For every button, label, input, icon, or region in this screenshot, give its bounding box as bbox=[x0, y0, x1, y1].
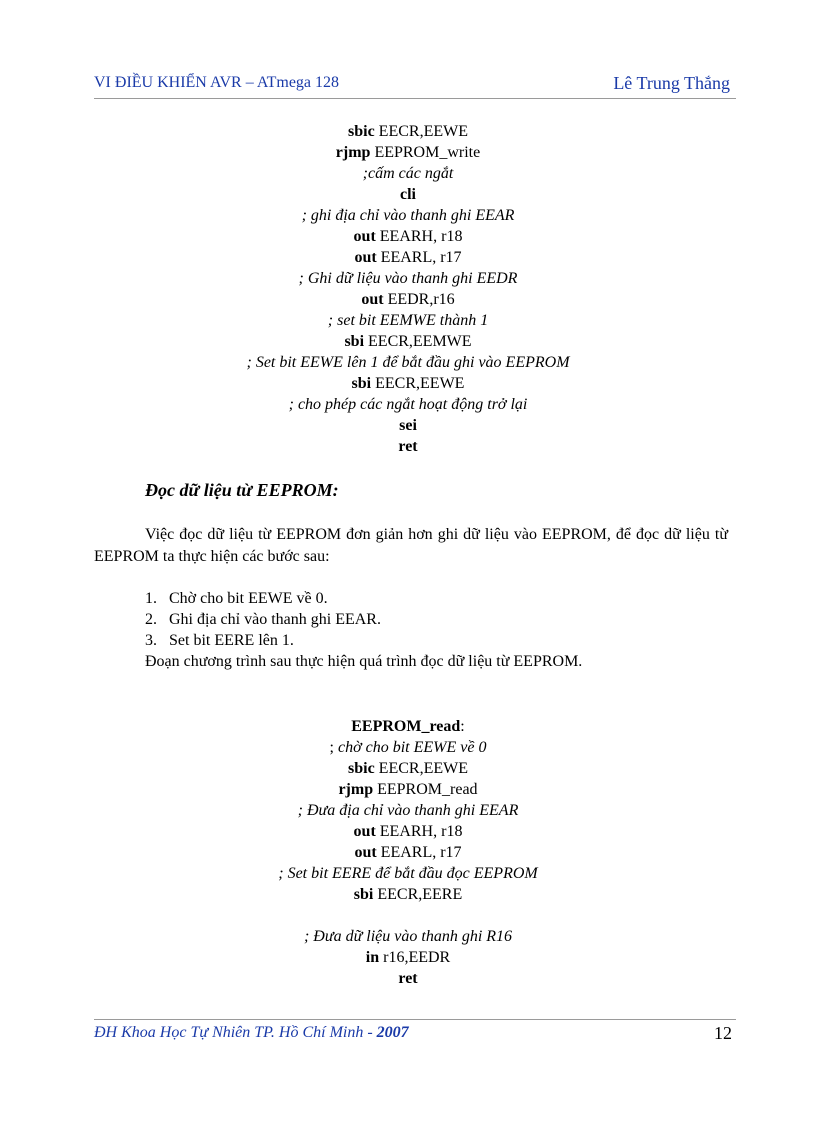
code-line bbox=[0, 205, 816, 226]
header-author: Lê Trung Thắng bbox=[613, 73, 730, 93]
list-item bbox=[145, 588, 582, 609]
code-operand: EEPROM_read bbox=[373, 781, 478, 798]
step-text: Set bit EERE lên 1. bbox=[169, 632, 294, 649]
footer-institution-text: ĐH Khoa Học Tự Nhiên TP. Hồ Chí Minh - bbox=[94, 1024, 377, 1041]
code-comment: ; Đưa dữ liệu vào thanh ghi R16 bbox=[303, 928, 513, 945]
code-keyword: sbi bbox=[351, 375, 372, 392]
code-block-eeprom-write bbox=[0, 121, 816, 457]
code-comment: ; set bit EEMWE thành 1 bbox=[327, 312, 489, 329]
step-number: 1. bbox=[145, 590, 157, 607]
code-keyword: sbi bbox=[344, 333, 365, 350]
code-operand: EEARL, r17 bbox=[376, 844, 462, 861]
code-keyword: ret bbox=[398, 438, 418, 455]
code-operand: EECR,EEMWE bbox=[364, 333, 472, 350]
code-keyword: out bbox=[353, 823, 376, 840]
code-line bbox=[0, 905, 816, 926]
code-line bbox=[0, 779, 816, 800]
closing-text: Đoạn chương trình sau thực hiện quá trình đọc dữ liệu từ EEPROM. bbox=[145, 653, 583, 670]
steps-list bbox=[145, 588, 582, 672]
code-line bbox=[0, 926, 816, 947]
code-operand: EEARH, r18 bbox=[375, 823, 463, 840]
code-line bbox=[0, 184, 816, 205]
code-comment: ;cấm các ngắt bbox=[362, 165, 454, 182]
code-line bbox=[0, 310, 816, 331]
footer-institution bbox=[94, 1024, 409, 1042]
code-line bbox=[0, 884, 816, 905]
footer-year: 2007 bbox=[376, 1024, 409, 1041]
code-keyword: sei bbox=[399, 417, 417, 434]
code-comment: ; cho phép các ngắt hoạt động trở lại bbox=[288, 396, 528, 413]
step-text: Chờ cho bit EEWE về 0. bbox=[169, 590, 328, 607]
code-comment: ; Ghi dữ liệu vào thanh ghi EEDR bbox=[298, 270, 518, 287]
code-keyword: sbic bbox=[348, 760, 375, 777]
code-line bbox=[0, 121, 816, 142]
code-line bbox=[0, 716, 816, 737]
code-line bbox=[0, 142, 816, 163]
code-keyword: sbi bbox=[353, 886, 374, 903]
code-keyword: rjmp bbox=[338, 781, 374, 798]
code-line bbox=[0, 163, 816, 184]
step-number: 2. bbox=[145, 611, 157, 628]
code-keyword: out bbox=[353, 228, 376, 245]
code-line bbox=[0, 821, 816, 842]
code-comment: ; Set bit EEWE lên 1 để bắt đầu ghi vào EEPROM bbox=[246, 354, 570, 371]
code-operand: ; bbox=[329, 739, 338, 756]
code-operand: EECR,EERE bbox=[373, 886, 463, 903]
code-line bbox=[0, 289, 816, 310]
page-number: 12 bbox=[714, 1023, 732, 1043]
code-line bbox=[0, 352, 816, 373]
code-keyword: out bbox=[354, 844, 377, 861]
code-line bbox=[0, 737, 816, 758]
code-operand: EEPROM_write bbox=[370, 144, 481, 161]
code-line bbox=[0, 968, 816, 989]
code-block-eeprom-read bbox=[0, 716, 816, 989]
section-paragraph: Việc đọc dữ liệu từ EEPROM đơn giản hơn ghi dữ liệu vào EEPROM, để đọc dữ liệu từ EEPROM ta thực hiện các bước sau: bbox=[94, 526, 728, 565]
code-operand: EECR,EEWE bbox=[371, 375, 465, 392]
code-line bbox=[0, 758, 816, 779]
code-keyword: sbic bbox=[348, 123, 375, 140]
header-title: VI ĐIỀU KHIỂN AVR – ATmega 128 bbox=[94, 74, 340, 91]
code-line bbox=[0, 373, 816, 394]
code-line bbox=[0, 331, 816, 352]
code-comment: ; Đưa địa chỉ vào thanh ghi EEAR bbox=[297, 802, 519, 819]
code-keyword: out bbox=[354, 249, 377, 266]
code-operand: EEARL, r17 bbox=[376, 249, 462, 266]
code-operand: EECR,EEWE bbox=[374, 123, 468, 140]
code-line bbox=[0, 394, 816, 415]
code-line bbox=[0, 436, 816, 457]
list-item bbox=[145, 630, 582, 651]
code-line bbox=[0, 863, 816, 884]
code-line bbox=[0, 247, 816, 268]
code-operand: r16,EEDR bbox=[379, 949, 451, 966]
code-keyword: in bbox=[365, 949, 380, 966]
code-operand: EEDR,r16 bbox=[383, 291, 455, 308]
code-operand: : bbox=[460, 718, 465, 735]
code-line bbox=[0, 226, 816, 247]
code-keyword: ret bbox=[398, 970, 418, 987]
section-heading: Đọc dữ liệu từ EEPROM: bbox=[145, 480, 339, 500]
code-keyword: EEPROM_read bbox=[351, 718, 461, 735]
step-number: 3. bbox=[145, 632, 157, 649]
code-line bbox=[0, 415, 816, 436]
code-line bbox=[0, 842, 816, 863]
code-keyword: rjmp bbox=[335, 144, 371, 161]
code-keyword: cli bbox=[400, 186, 416, 203]
code-comment: ; ghi địa chỉ vào thanh ghi EEAR bbox=[301, 207, 515, 224]
code-keyword: out bbox=[361, 291, 384, 308]
list-item bbox=[145, 609, 582, 630]
step-text: Ghi địa chỉ vào thanh ghi EEAR. bbox=[169, 611, 381, 628]
code-line bbox=[0, 800, 816, 821]
header-divider bbox=[94, 98, 736, 99]
code-comment: ; Set bit EERE để bắt đầu đọc EEPROM bbox=[278, 865, 538, 882]
code-operand: EEARH, r18 bbox=[375, 228, 463, 245]
code-line bbox=[0, 268, 816, 289]
code-operand: EECR,EEWE bbox=[374, 760, 468, 777]
code-line bbox=[0, 947, 816, 968]
code-comment: chờ cho bit EEWE về 0 bbox=[337, 739, 487, 756]
footer-divider bbox=[94, 1019, 736, 1020]
